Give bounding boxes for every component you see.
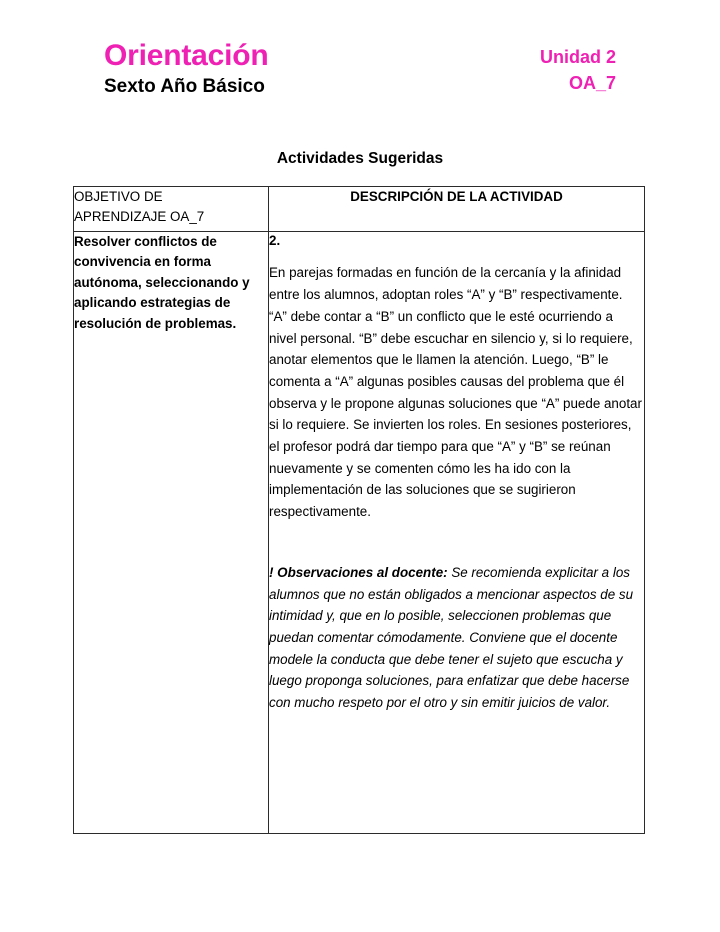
column-header-objective-line1: OBJETIVO DE xyxy=(74,189,163,204)
column-header-objective-line2: APRENDIZAJE OA_7 xyxy=(74,209,205,225)
header-right-block xyxy=(540,44,616,96)
column-header-objective xyxy=(74,187,269,232)
table-header-row xyxy=(74,187,645,232)
grade-title: Sexto Año Básico xyxy=(104,75,265,97)
observations-block xyxy=(269,562,644,714)
observations-text: Se recomienda explicitar a los alumnos que no están obligados a mencionar aspectos de su intimidad y, que en lo posible, seleccionen problemas que puedan comentar cómodamente. Conviene que el docente modele la conducta que debe tener el sujeto que escucha y luego proponga soluciones, para enfatizar que debe hacerse con mucho respeto por el otro y sin emitir juicios de valor. xyxy=(269,564,634,711)
subject-title: Orientación xyxy=(104,39,269,72)
activity-number: 2. xyxy=(269,233,281,248)
table-row xyxy=(74,232,645,834)
column-header-description: DESCRIPCIÓN DE LA ACTIVIDAD xyxy=(269,187,645,232)
header-left-block xyxy=(104,40,269,99)
cell-objective: Resolver conflictos de convivencia en forma autónoma, seleccionando y aplicando estrategias de resolución de problemas. xyxy=(74,232,269,834)
observations-lead: ! Observaciones al docente: xyxy=(269,564,448,580)
activity-text: En parejas formadas en función de la cercanía y la afinidad entre los alumnos, adoptan roles “A” y “B” respectivamente. “A” debe contar a “B” un conflicto que le esté ocurriendo a nivel personal. “B” debe escuchar en silencio y, si lo requiere, anotar elementos que le llamen la atención. Luego, “B” le comenta a “A” algunas posibles causas del problema que él observa y le propone algunas soluciones que “A” puede anotar si lo requiere. Se invierten los roles. En sesiones posteriores, el profesor podrá dar tiempo para que “A” y “B” se reúnan nuevamente y se comenten cómo les ha ido con la implementación de las soluciones que se sugirieron respectivamente. xyxy=(269,265,642,520)
document-header xyxy=(0,40,720,118)
cell-description xyxy=(269,232,645,834)
activities-table xyxy=(73,186,645,834)
section-title: Actividades Sugeridas xyxy=(276,150,444,167)
oa-label: OA_7 xyxy=(568,73,616,94)
unit-label: Unidad 2 xyxy=(539,47,616,67)
